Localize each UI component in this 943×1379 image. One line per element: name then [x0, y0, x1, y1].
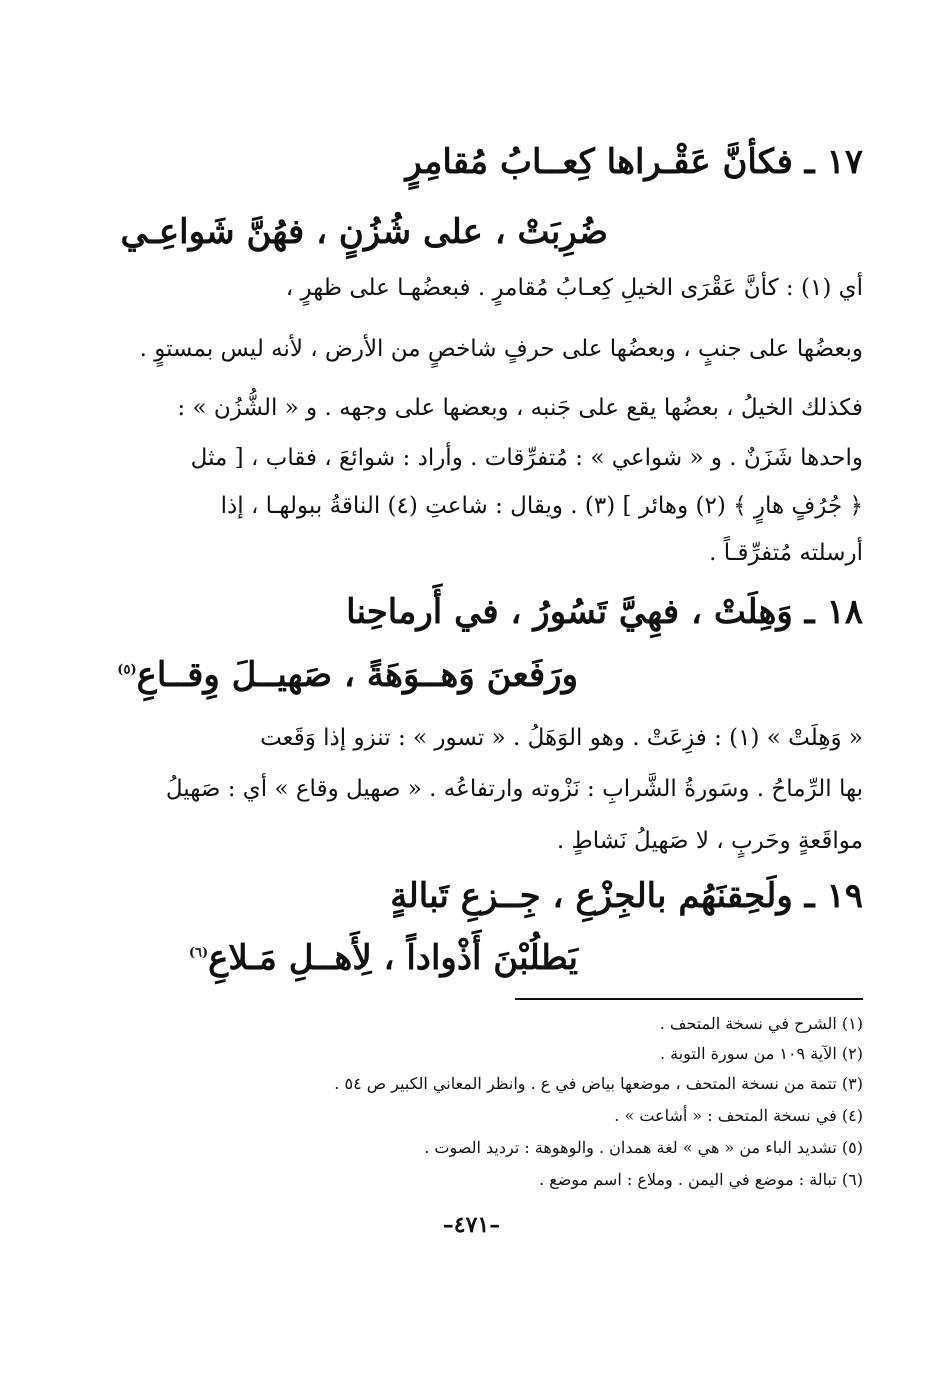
page-number: –٤٧١–	[442, 1212, 501, 1238]
commentary-line: واحدها شَزَنٌ . و « شواعي » : مُتفرِّقات . وأراد : شوائعَ ، فقاب ، [ مثل	[190, 445, 863, 471]
footnote-separator	[515, 998, 863, 1000]
footnote-ref: (٥)	[117, 662, 137, 678]
verse-text: ضُرِبَتْ ، على شُزُنٍ ، فهُنَّ شَواعِـي	[120, 212, 608, 252]
footnote: (٣) تتمة من نسخة المتحف ، موضعها بياض في ع . وانظر المعاني الكبير ص ٥٤ .	[334, 1074, 863, 1093]
footnote: (٦) تبالة : موضع في اليمن . وملاع : اسم موضع .	[539, 1170, 863, 1189]
commentary-line: أي (١) : كأنَّ عَقْرَى الخيلِ كِعـابُ مُقامرٍ . فبعضُهـا على ظهرٍ ،	[285, 275, 863, 301]
commentary-line: مواقَعةٍ وحَربٍ ، لا صَهيلُ نَشاطٍ .	[556, 828, 863, 854]
verse-number: ١٨	[826, 592, 863, 632]
footnote-ref: (٦)	[188, 945, 209, 961]
commentary-line: وبعضُها على جنبٍ ، وبعضُها على حرفٍ شاخصٍ من الأرض ، لأنه ليس بمستوٍ .	[139, 336, 863, 362]
verse-19-second-hemistich	[189, 938, 578, 978]
commentary-line: بها الرِّماحُ . وسَورةُ الشَّرابِ : نَزْوته وارتفاعُه . « صهيل وقاع » أي : صَهيلُ	[165, 776, 863, 802]
commentary-line: فكذلك الخيلُ ، بعضُها يقع على جَنبه ، وبعضها على وجهه . و « الشُّزُن » :	[177, 395, 863, 421]
verse-17-first-hemistich: ١٧ ـ فكأنَّ عَقْـراها كِعــابُ مُقامِرٍ	[405, 142, 863, 182]
commentary-line: ﴿ جُرُفٍ هارٍ ﴾ (٢) وهائر ] (٣) . ويقال : شاعتِ (٤) الناقةُ ببولهـا ، إذا	[220, 493, 863, 519]
verse-text: يَطلُبْنَ أَذْواداً ، لِأَهــلِ مَـلاعِ	[208, 938, 578, 978]
footnote: (٤) في نسخة المتحف : « أشاعت » .	[614, 1106, 863, 1125]
verse-text: فكأنَّ عَقْـراها كِعــابُ مُقامِرٍ	[405, 142, 793, 182]
verse-17-second-hemistich	[121, 212, 608, 252]
verse-18-second-hemistich	[117, 655, 578, 695]
verse-19-first-hemistich: ١٩ ـ ولَحِقنَهُم بالجِزْعِ ، جِــزعِ تَبالةٍ	[390, 876, 863, 916]
footnote: (٢) الآية ١٠٩ من سورة التوبة .	[659, 1044, 863, 1063]
verse-18-first-hemistich: ١٨ ـ وَهِلَتْ ، فهِيَّ تَسُورُ ، في أَرماحِنا	[346, 592, 863, 632]
footnote: (٥) تشديد الباء من « هي » لغة همدان . والوهوهة : ترديد الصوت .	[424, 1138, 863, 1157]
commentary-line: « وَهِلَتْ » (١) : فزِعَتْ . وهو الوَهَلُ . « تسور » : تنزو إذا وَقَعت	[260, 725, 863, 751]
verse-number: ١٧	[826, 142, 863, 182]
verse-text: وَهِلَتْ ، فهِيَّ تَسُورُ ، في أَرماحِنا	[346, 592, 793, 632]
commentary-line: أرسلته مُتفرِّقـاً .	[709, 540, 863, 566]
verse-number: ١٩	[826, 876, 863, 916]
footnote: (١) الشرح في نسخة المتحف .	[659, 1014, 863, 1033]
verse-text: ورَفَعنَ وَهــوَهَةً ، صَهيــلَ وِقــاعِ	[136, 655, 578, 695]
verse-text: ولَحِقنَهُم بالجِزْعِ ، جِــزعِ تَبالةٍ	[390, 876, 793, 916]
